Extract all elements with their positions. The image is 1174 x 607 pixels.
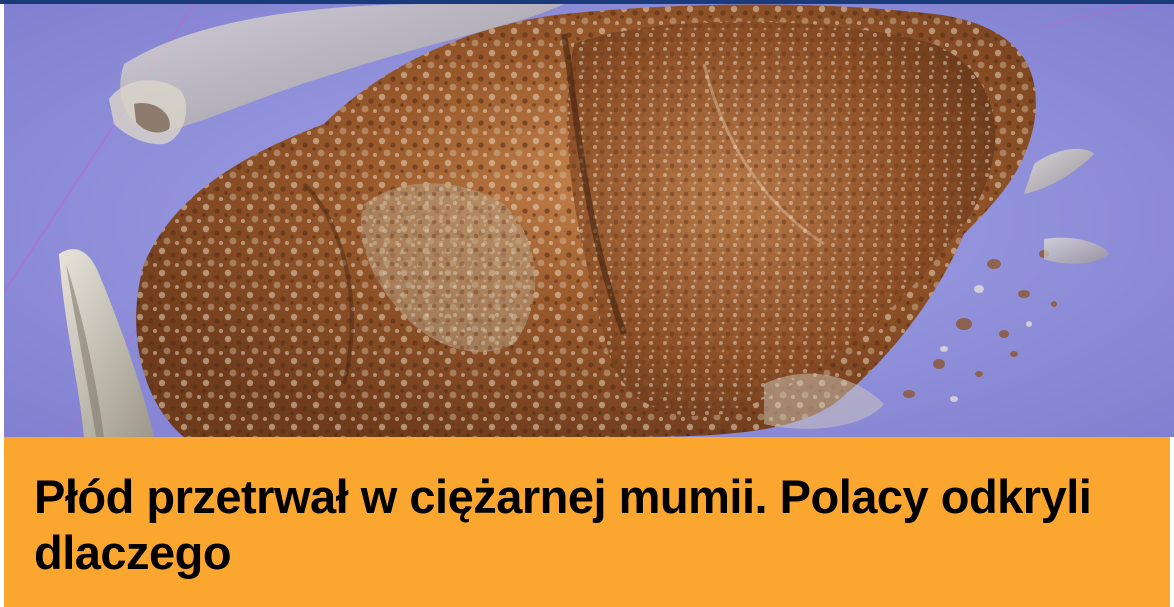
ct-scan-render-image: [4, 4, 1174, 437]
article-image[interactable]: [4, 4, 1174, 437]
article-headline[interactable]: Płód przetrwał w ciężarnej mumii. Polacy odkryli dlaczego: [34, 470, 1092, 579]
headline-banner[interactable]: [4, 437, 1170, 607]
